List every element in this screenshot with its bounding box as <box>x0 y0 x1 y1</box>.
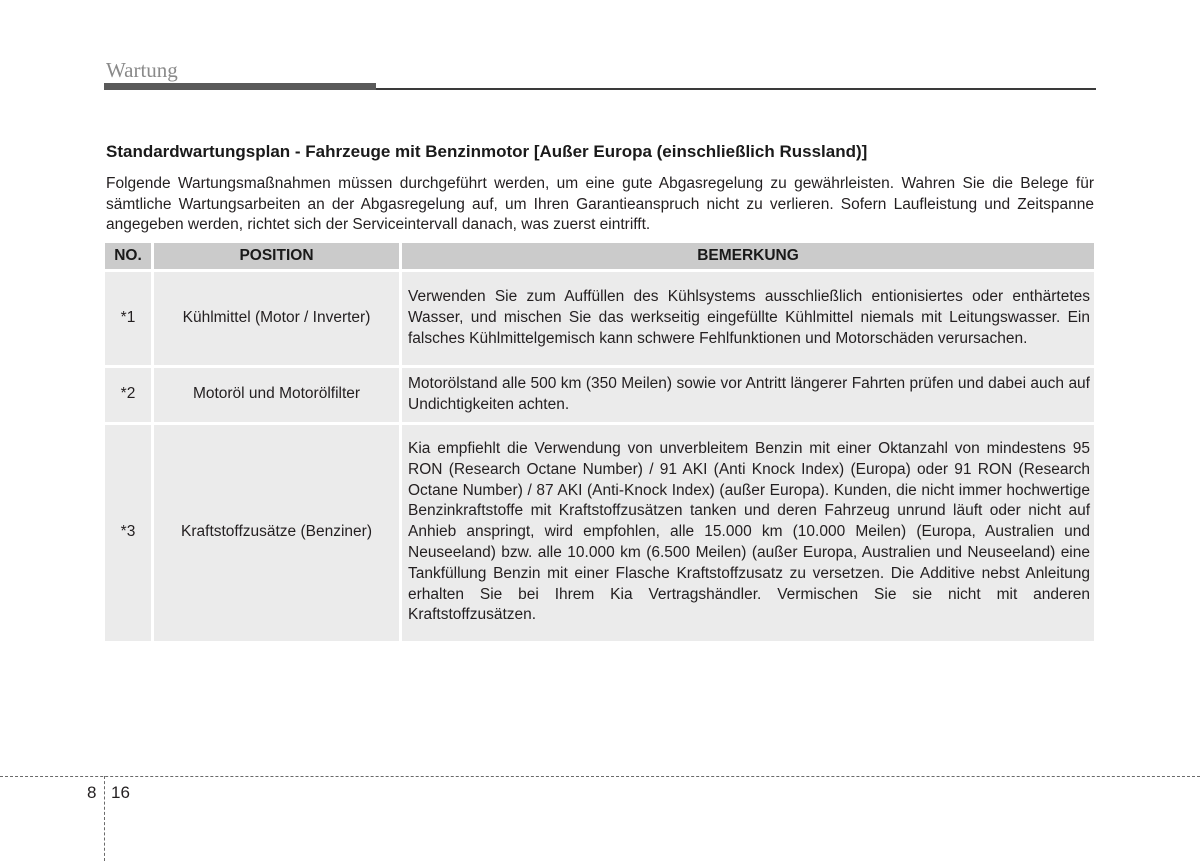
section-title: Wartung <box>106 58 178 82</box>
row-remark: Verwenden Sie zum Auffüllen des Kühlsystems ausschließlich entionisiertes oder enthärtetes Wasser, und mischen Sie das werkseitig eingefüllte Kühlmittel niemals mit Leitungswasser. Ein falsches Kühlmittelgemisch kann schwere Fehlfunktionen und Motorschäden verursachen. <box>402 272 1094 365</box>
row-position: Kraftstoffzusätze (Benziner) <box>154 425 399 641</box>
table-header-row <box>105 243 1094 269</box>
header-rule-accent <box>104 83 376 90</box>
row-remark: Motorölstand alle 500 km (350 Meilen) sowie vor Antritt längerer Fahrten prüfen und dabei auch auf Undichtigkeiten achten. <box>402 368 1094 422</box>
page-number: 16 <box>111 783 130 802</box>
column-header-no: NO. <box>105 243 151 269</box>
document-heading: Standardwartungsplan - Fahrzeuge mit Benzinmotor [Außer Europa (einschließlich Russland)] <box>106 142 868 161</box>
table-row <box>105 368 1094 422</box>
table-row <box>105 272 1094 365</box>
row-remark: Kia empfiehlt die Verwendung von unverbleitem Benzin mit einer Oktanzahl von mindestens 95 RON (Research Octane Number) / 91 AKI (Anti Knock Index) (Europa) oder 91 RON (Research Octane Number) / 87 AKI (Anti-Knock Index) (außer Europa). Kunden, die nicht immer hochwertige Benzinkraftstoffe mit Kraftstoffzusätzen tanken und deren Fahrzeug unrund läuft oder nicht auf Anhieb anspringt, wird empfohlen, alle 15.000 km (10.000 Meilen) (Europa, Australien und Neuseeland) bzw. alle 10.000 km (6.500 Meilen) (außer Europa, Australien und Neuseeland) eine Tankfüllung Benzin mit einer Flasche Kraftstoffzusatz zu versetzen. Die Additive nebst Anleitung erhalten Sie bei Ihrem Kia Vertragshändler. Vermischen Sie sie nicht mit anderen Kraftstoffzusätzen. <box>402 425 1094 641</box>
chapter-number: 8 <box>87 783 97 802</box>
column-header-remark: BEMERKUNG <box>402 243 1094 269</box>
row-position: Kühlmittel (Motor / Inverter) <box>154 272 399 365</box>
footer-rule <box>0 776 1200 777</box>
row-number: *1 <box>105 272 151 365</box>
row-number: *3 <box>105 425 151 641</box>
row-number: *2 <box>105 368 151 422</box>
table-row <box>105 425 1094 641</box>
footer-divider <box>104 776 105 861</box>
column-header-position: POSITION <box>154 243 399 269</box>
row-position: Motoröl und Motorölfilter <box>154 368 399 422</box>
intro-paragraph: Folgende Wartungsmaßnahmen müssen durchgeführt werden, um eine gute Abgasregelung zu gewährleisten. Wahren Sie die Belege für sämtliche Wartungsarbeiten an der Abgasregelung auf, um Ihren Garantieanspruch nicht zu verlieren. Sofern Laufleistung und Zeitspanne angegeben werden, richtet sich der Serviceintervall danach, was zuerst eintrifft. <box>106 175 1094 233</box>
maintenance-table <box>102 240 1097 644</box>
